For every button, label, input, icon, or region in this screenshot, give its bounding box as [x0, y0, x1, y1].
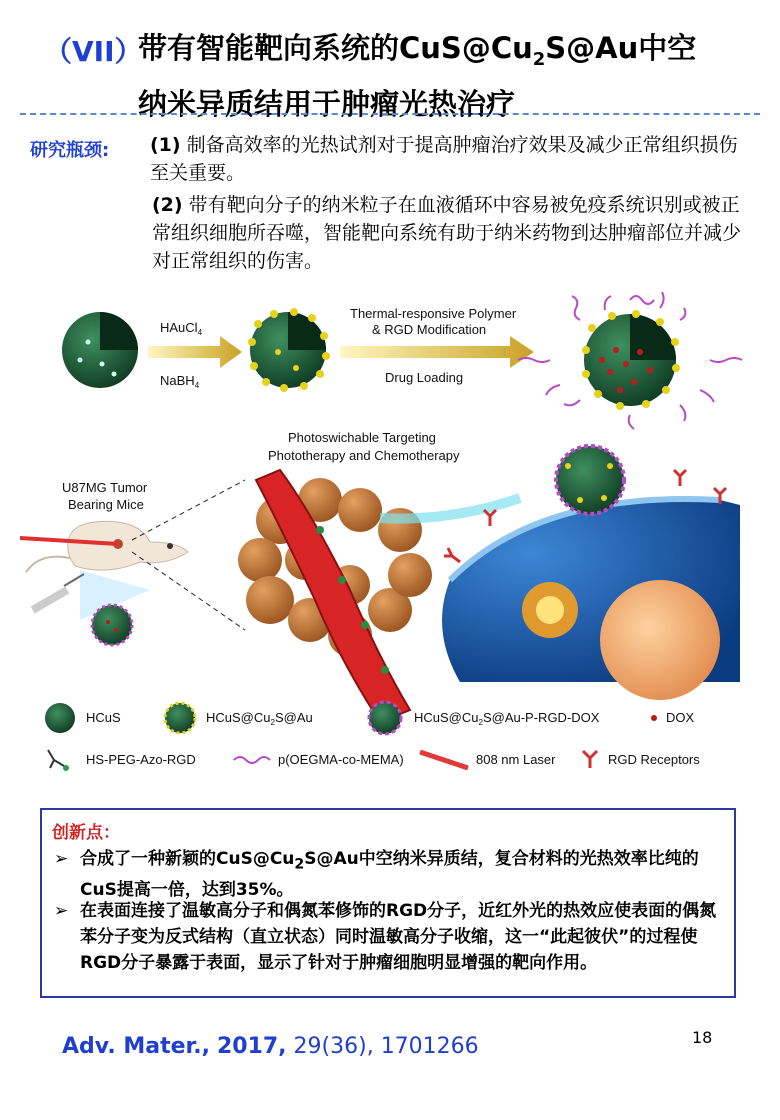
innovation-box — [40, 808, 736, 998]
bottleneck-paragraph-2 — [152, 191, 757, 275]
svg-text:HCuS: HCuS — [86, 710, 121, 725]
legend-peg — [48, 750, 196, 771]
bottleneck-p2-text: 带有靶向分子的纳米粒子在血液循环中容易被免疫系统识别或被正常组织细胞所吞噬，智能靶向系统有助于纳米药物到达肿瘤部位并减少对正常组织的伤害。 — [152, 194, 742, 272]
page-title — [138, 26, 758, 126]
svg-text:HCuS@Cu2S@Au-P-RGD-DOX: $HCuS@Cu_2S@Au-P-RGD$-DOX — [414, 710, 600, 727]
center-label-1: Photoswichable Targeting — [288, 430, 436, 445]
step2-label-top1: Thermal-responsive Polymer — [350, 306, 517, 321]
title-divider — [20, 113, 760, 115]
hcus-sphere — [62, 312, 138, 388]
section-number: （VII） — [44, 35, 143, 68]
mouse-label-2: Bearing Mice — [68, 497, 144, 512]
svg-text:HCuS@Cu2S@Au: $HCuS@Cu_2S@Au$ — [206, 710, 313, 727]
innovation-item-2 — [54, 898, 726, 976]
bullet-arrow-icon: ➢ — [54, 849, 69, 869]
svg-text:DOX: DOX — [666, 710, 695, 725]
legend-hcus — [45, 703, 121, 733]
tumor-bearing-mouse — [26, 521, 188, 572]
step2-label-top2: & RGD Modification — [372, 322, 487, 337]
reaction-arrow-1 — [148, 336, 242, 368]
syringe — [31, 574, 84, 613]
legend-hcus-au — [165, 703, 313, 733]
innovation-item-1-sub: 2 — [294, 856, 305, 873]
legend-rgd — [583, 751, 700, 768]
mouse-label-1: U87MG Tumor — [62, 480, 148, 495]
bottleneck-label: 研究瓶颈: — [30, 140, 110, 161]
legend-laser — [420, 752, 556, 768]
citation-volume: 29(36), 1701266 — [293, 1034, 479, 1059]
final-nanoparticle — [518, 292, 742, 429]
bottleneck-p2-number: (2) — [152, 194, 183, 216]
citation-journal: Adv. Mater., — [62, 1034, 210, 1059]
innovation-title: 创新点： — [52, 823, 120, 843]
innovation-item-1-a: 合成了一种新颖的CuS@Cu — [80, 849, 295, 869]
citation — [62, 1034, 479, 1059]
innovation-item-2-text: 在表面连接了温敏高分子和偶氮苯修饰的RGD分子，近红外光的热效应使表面的偶氮苯分子变为反式结构（直立状态）同时温敏高分子收缩，这一“此起彼伏”的过程使RGD分子暴露于表面，显示了针对于肿瘤细胞明显增强的靶向作用。 — [80, 901, 717, 973]
tumor-cell — [442, 499, 740, 700]
legend-polymer — [234, 752, 404, 767]
center-label-2: Phototherapy and Chemotherapy — [268, 448, 460, 463]
bottleneck-p1-number: (1) — [150, 134, 181, 156]
title-line1-end: S@Au中空 — [545, 31, 697, 65]
legend-dox — [651, 710, 695, 725]
svg-text:RGD Receptors: RGD Receptors — [608, 752, 700, 767]
title-line2: 纳米异质结用于肿瘤光热治疗 — [138, 86, 516, 121]
reagent-nabh4: NaBH$_4$ — [160, 373, 200, 390]
innovation-item-1-b: S@Au中空纳米异质结，复合材料的光热效率比纯的CuS提高一倍，达到35%。 — [80, 849, 699, 901]
step2-label-bottom: Drug Loading — [385, 370, 464, 385]
innovation-item-1 — [54, 846, 726, 903]
bullet-arrow-icon: ➢ — [54, 901, 69, 921]
schematic-figure — [20, 290, 760, 800]
small-nanoparticle — [92, 605, 132, 645]
svg-text:808 nm Laser: 808 nm Laser — [476, 752, 556, 767]
svg-text:p(OEGMA-co-MEMA): p(OEGMA-co-MEMA) — [278, 752, 404, 767]
reagent-haucl4: HAuCl$_4$ — [160, 320, 203, 337]
bottleneck-paragraph-1 — [150, 131, 755, 187]
svg-text:HS-PEG-Azo-RGD: HS-PEG-Azo-RGD — [86, 752, 196, 767]
title-line1: 带有智能靶向系统的CuS@Cu — [138, 31, 533, 65]
title-subscript: 2 — [532, 48, 546, 70]
page-number: 18 — [692, 1028, 713, 1047]
bottleneck-p1-text: 制备高效率的光热试剂对于提高肿瘤治疗效果及减少正常组织损伤至关重要。 — [150, 134, 738, 184]
target-nanoparticle — [556, 446, 624, 514]
legend — [45, 702, 700, 771]
citation-year: 2017, — [216, 1034, 287, 1059]
hcus-au-sphere — [248, 308, 330, 392]
reaction-arrow-2 — [340, 336, 534, 368]
